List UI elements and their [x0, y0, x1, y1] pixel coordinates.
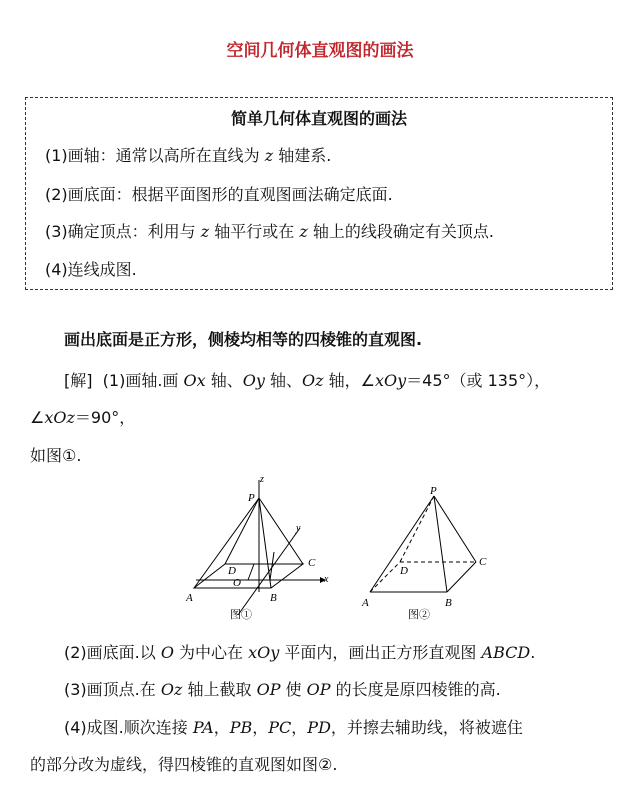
label-b: B [445, 597, 452, 609]
edge-pb [434, 496, 447, 592]
step-1 [45, 143, 331, 166]
s4-text: (4)成图.顺次连接 [64, 718, 193, 737]
step-1-var: z [264, 146, 274, 165]
s4-text-b: ，并擦去辅助线，将被遮住 [330, 718, 523, 737]
label-a: A [362, 597, 369, 609]
figure-2 [358, 478, 498, 623]
s4-pa: PA [192, 718, 214, 737]
s4-pb: PB [229, 718, 253, 737]
s1-text-b: 轴、 [205, 371, 243, 390]
step-2 [45, 182, 393, 205]
step-4 [45, 257, 137, 280]
label-p: P [430, 485, 437, 497]
s1-line2-text: ＝90°， [74, 408, 136, 427]
s1-ox: Ox [183, 371, 206, 390]
s2-text: (2)画底面.以 [64, 643, 161, 662]
s2-xoy: xOy [248, 643, 280, 662]
s2-abcd: ABCD [481, 643, 531, 662]
caption-1: 图① [230, 609, 252, 621]
step-1-text: (1)画轴：通常以高所在直线为 [45, 146, 265, 165]
label-b: B [270, 592, 277, 604]
angle-sign: ∠ [30, 408, 45, 427]
s3-oz: Oz [160, 680, 183, 699]
edge-ad-hidden [370, 562, 400, 592]
base-parallelogram [194, 564, 303, 588]
step-3-text-end: 轴上的线段确定有关顶点. [307, 222, 495, 241]
label-d: D [400, 565, 408, 577]
step-1-text-end: 轴建系. [273, 146, 332, 165]
label-a: A [186, 592, 193, 604]
step-3 [45, 219, 494, 242]
solution-step-2 [64, 640, 535, 663]
s3-text-d: 的长度是原四棱锥的高. [330, 680, 501, 699]
figure-1 [180, 470, 340, 625]
edge-pd [225, 498, 259, 564]
edge-bc [447, 562, 476, 592]
s4-comma-2: ， [252, 718, 269, 737]
solution-step-4 [64, 715, 523, 738]
edge-pd-hidden [400, 496, 434, 562]
step-4-text: (4)连线成图. [45, 260, 137, 279]
s1-text-c: 轴、 [264, 371, 302, 390]
label-z: z [260, 474, 264, 485]
s1-xoz: xOz [44, 408, 75, 427]
edge-pa [370, 496, 434, 592]
problem-statement: 画出底面是正方形，侧棱均相等的四棱锥的直观图. [64, 330, 423, 349]
s1-text: (1)画轴.画 [102, 371, 184, 390]
step-3-var: z [200, 222, 210, 241]
label-x: x [324, 574, 329, 585]
edge-pb [259, 498, 271, 588]
label-d: D [228, 565, 236, 577]
s3-op2: OP [306, 680, 331, 699]
s4-comma-3: ， [291, 718, 308, 737]
step-2-text: (2)画底面：根据平面图形的直观图画法确定底面. [45, 185, 393, 204]
s4-pc: PC [268, 718, 292, 737]
s3-text-c: 使 [280, 680, 307, 699]
s1-text-d: 轴，∠ [323, 371, 375, 390]
s2-text-b: 为中心在 [173, 643, 249, 662]
edge-pa [194, 498, 259, 588]
box-heading: 简单几何体直观图的画法 [230, 109, 407, 128]
s2-text-d: . [530, 643, 536, 662]
s4-comma-1: ， [213, 718, 230, 737]
page-title: 空间几何体直观图的画法 [226, 41, 414, 61]
s3-text-b: 轴上截取 [182, 680, 257, 699]
s2-text-c: 平面内，画出正方形直观图 [279, 643, 482, 662]
solution-tag: [解] [64, 371, 93, 390]
step-3-var2: z [299, 222, 308, 241]
edge-pc [434, 496, 476, 562]
solution-step-1-line-2 [30, 405, 135, 428]
label-p: P [248, 492, 255, 504]
s2-o: O [160, 643, 174, 662]
s1-oy: Oy [242, 371, 265, 390]
label-o: O [233, 577, 241, 589]
caption-2: 图② [408, 609, 430, 621]
step-3-text-mid: 轴平行或在 [209, 222, 300, 241]
aux-line-1 [248, 564, 254, 580]
label-c: C [308, 557, 316, 569]
s4-pd: PD [307, 718, 331, 737]
step-3-text: (3)确定顶点：利用与 [45, 222, 201, 241]
solution-step-1-line-3: 如图①. [30, 446, 82, 465]
s3-text: (3)画顶点.在 [64, 680, 161, 699]
solution-step-1 [64, 368, 550, 391]
label-y: y [296, 523, 301, 534]
solution-step-4-line-2: 的部分改为虚线，得四棱锥的直观图如图②. [30, 755, 338, 774]
s1-oz: Oz [302, 371, 324, 390]
label-c: C [479, 556, 487, 568]
s1-xoy: xOy [374, 371, 407, 390]
s3-op: OP [256, 680, 281, 699]
s1-text-e: ＝45°（或 135°）， [406, 371, 551, 390]
solution-step-3 [64, 677, 501, 700]
